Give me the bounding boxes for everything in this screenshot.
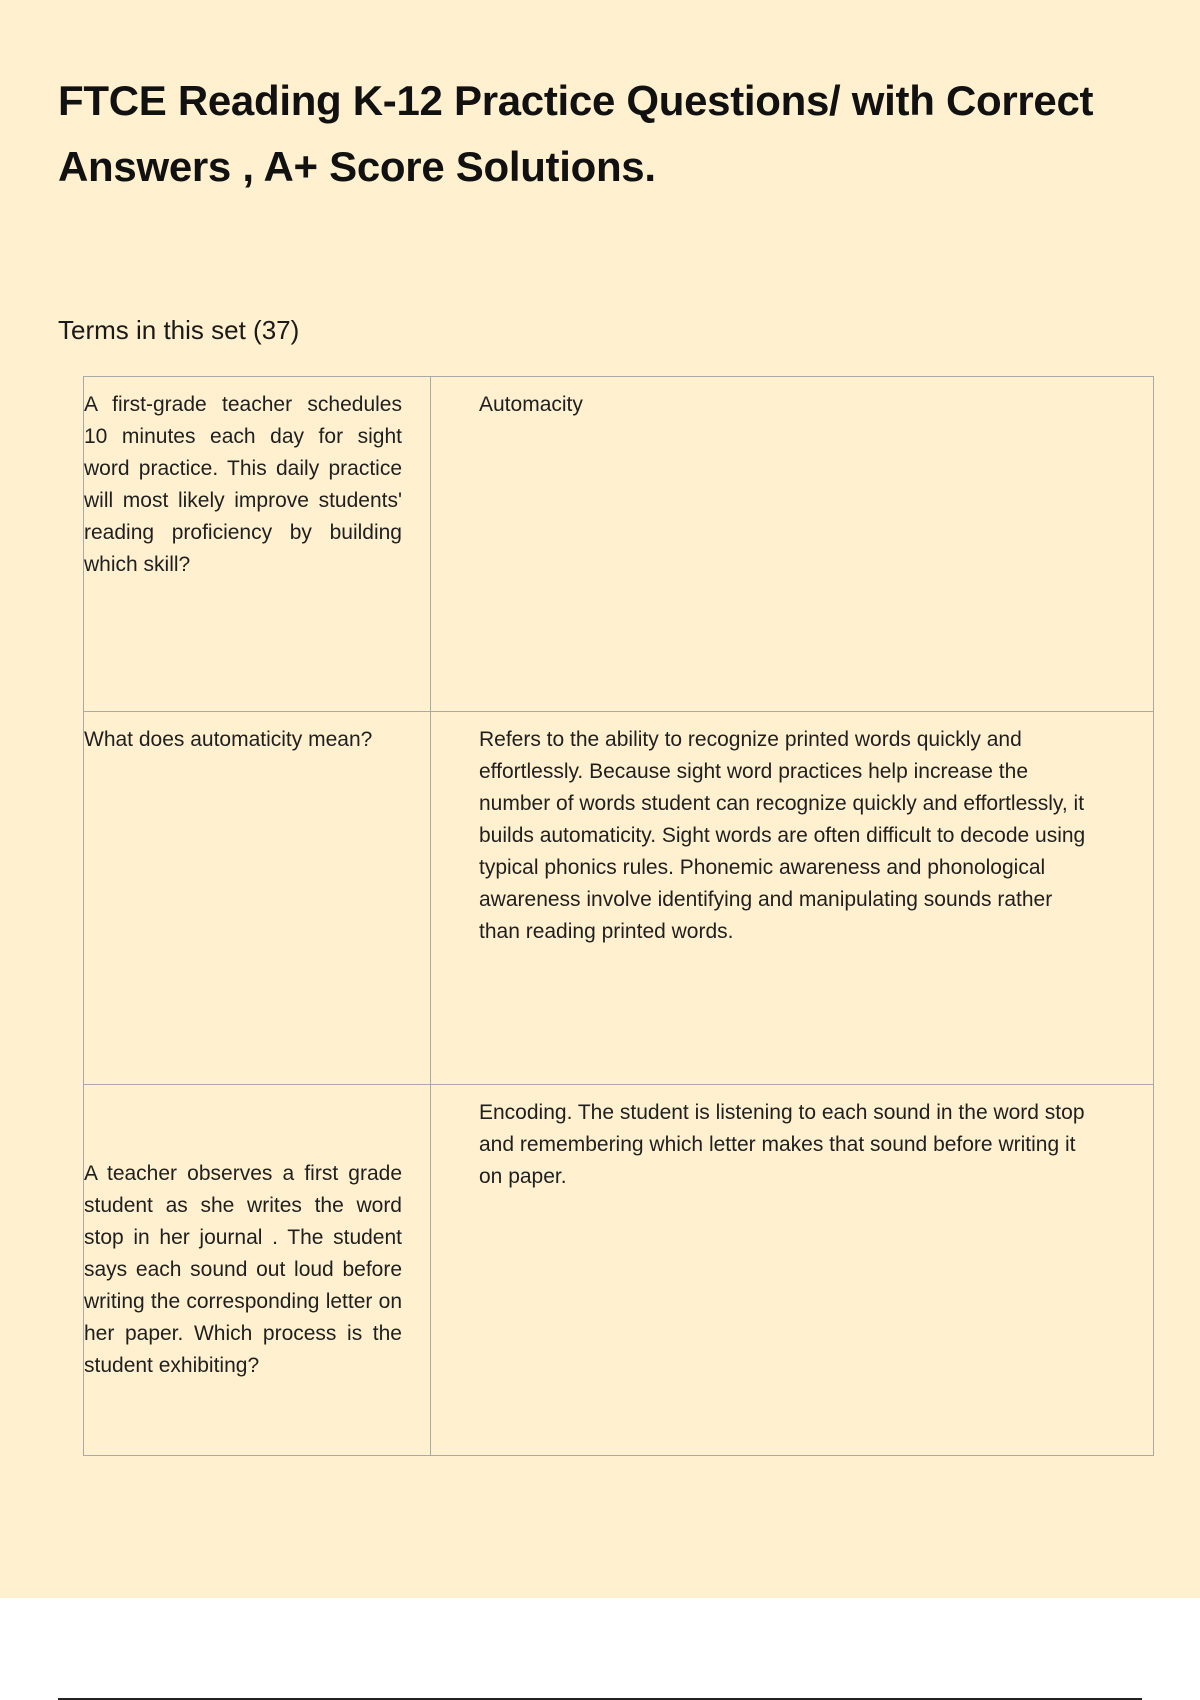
term-cell: What does automaticity mean?: [84, 712, 431, 1085]
definition-cell: Automacity: [431, 377, 1154, 712]
table-row: [84, 712, 1154, 1085]
terms-count-label: Terms in this set (37): [58, 315, 300, 345]
definition-cell: Encoding. The student is listening to each sound in the word stop and remembering which letter makes that sound before writing it on paper.: [431, 1085, 1154, 1456]
document-title: FTCE Reading K-12 Practice Questions/ with Correct Answers , A+ Score Solutions.: [58, 77, 1094, 190]
terms-table: [83, 376, 1154, 1456]
definition-cell: Refers to the ability to recognize printed words quickly and effortlessly. Because sight word practices help increase the number of words student can recognize quickly and effortlessly, it builds automaticity. Sight words are often difficult to decode using typical phonics rules. Phonemic awareness and phonological awareness involve identifying and manipulating sounds rather than reading printed words.: [431, 712, 1154, 1085]
table-row: [84, 1085, 1154, 1456]
term-cell: A teacher observes a first grade student as she writes the word stop in her journal . The student says each sound out loud before writing the corresponding letter on her paper. Which process is the student exhibiting?: [84, 1085, 431, 1456]
term-cell: A first-grade teacher schedules 10 minutes each day for sight word practice. This daily practice will most likely improve students' reading proficiency by building which skill?: [84, 377, 431, 712]
table-row: [84, 377, 1154, 712]
